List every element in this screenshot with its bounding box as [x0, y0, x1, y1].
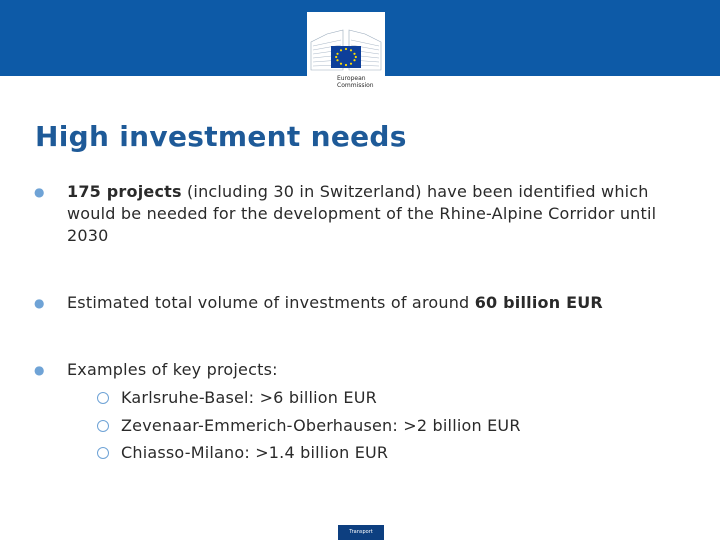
footer-badge: Transport [338, 525, 384, 540]
bullet-item-1: 175 projects (including 30 in Switzerland) have been identified which would be needed for the development of the Rhine-Alpine Corridor until 2030 [67, 182, 657, 245]
logo-text: European Commission [337, 75, 374, 89]
sub-item-2: Zevenaar-Emmerich-Oberhausen: >2 billion EUR [67, 415, 521, 437]
sub-item-1: Karlsruhe-Basel: >6 billion EUR [67, 387, 377, 409]
bullet-item-3: Examples of key projects: [67, 360, 278, 379]
bullet-item-2: Estimated total volume of investments of around 60 billion EUR [67, 293, 603, 312]
page-title: High investment needs [35, 120, 407, 153]
sub-item-3: Chiasso-Milano: >1.4 billion EUR [67, 442, 388, 464]
sub-bullet-icon [97, 392, 109, 404]
bullet-marker: ● [34, 185, 45, 199]
bullet-marker: ● [34, 296, 45, 310]
european-commission-logo [307, 12, 385, 98]
bullet-marker: ● [34, 363, 45, 377]
sub-bullet-icon [97, 447, 109, 459]
sub-bullet-icon [97, 420, 109, 432]
